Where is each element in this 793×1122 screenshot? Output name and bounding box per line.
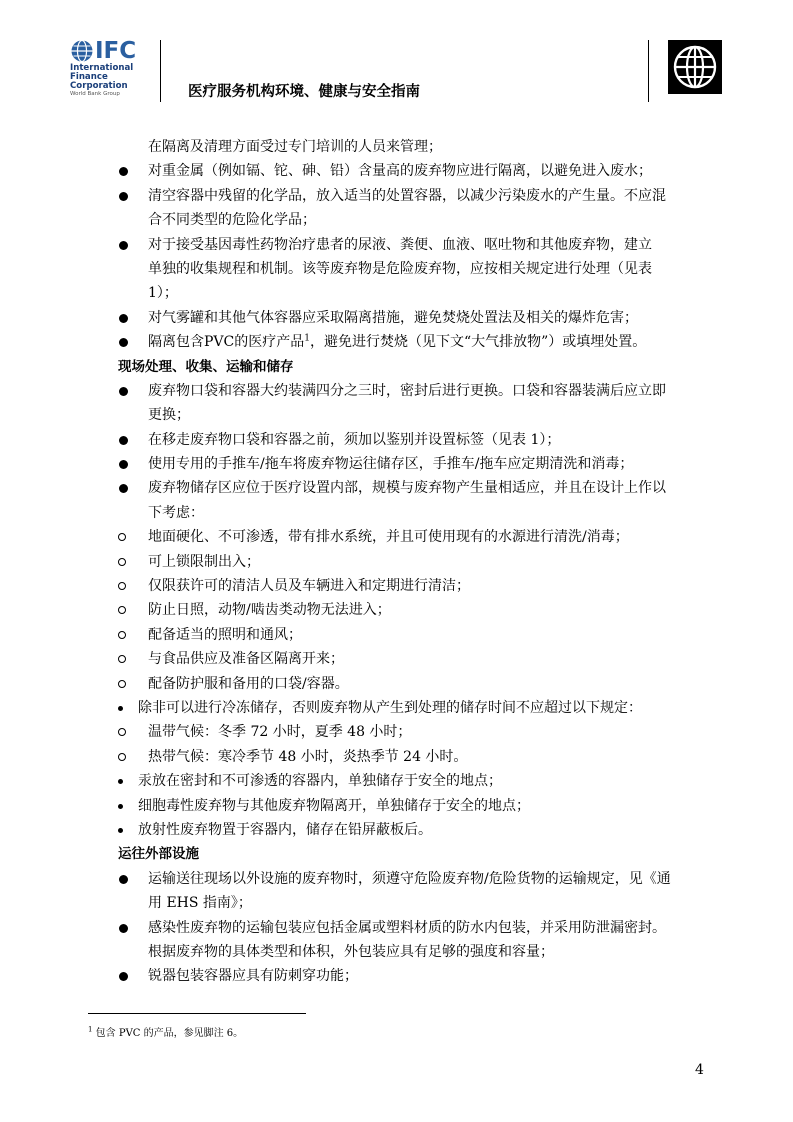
hollow-bullet-icon xyxy=(118,582,126,590)
bullet-icon xyxy=(119,924,128,933)
list-item xyxy=(118,550,710,574)
line-text: 对重金属（例如镉、铊、砷、铅）含量高的废弃物应进行隔离，以避免进入废水； xyxy=(148,163,652,180)
line-text: 下考虑： xyxy=(148,504,204,521)
hollow-bullet-icon xyxy=(118,558,126,566)
ifc-globe-icon xyxy=(70,39,94,63)
bullet-icon xyxy=(119,875,128,884)
line-text: 使用专用的手推车/拖车将废弃物运往储存区，手推车/拖车应定期清洗和消毒； xyxy=(148,456,634,473)
section-heading xyxy=(118,842,710,866)
list-item-continuation xyxy=(118,281,710,305)
header-divider-right xyxy=(648,40,649,102)
body-content xyxy=(118,135,710,989)
line-text: 用 EHS 指南》； xyxy=(148,895,252,912)
list-item xyxy=(118,720,710,744)
ifc-logo xyxy=(70,38,150,100)
list-item xyxy=(118,428,710,452)
ifc-subtitle: World Bank Group xyxy=(70,91,120,97)
line-text: 锐器包装容器应具有防刺穿功能； xyxy=(148,968,358,985)
line-text: 更换； xyxy=(148,407,190,424)
bullet-icon xyxy=(119,314,128,323)
line-text: 在移走废弃物口袋和容器之前，须加以鉴别并设置标签（见表 1）； xyxy=(148,431,561,448)
hollow-bullet-icon xyxy=(118,680,126,688)
bullet-icon xyxy=(119,460,128,469)
line-text: 汞放在密封和不可渗透的容器内，单独储存于安全的地点； xyxy=(138,773,502,790)
footnote-number: 1 xyxy=(88,1025,93,1034)
line-text: 对气雾罐和其他气体容器应采取隔离措施，避免焚烧处置法及相关的爆炸危害； xyxy=(148,309,638,326)
section-heading xyxy=(118,355,710,379)
line-text: 运往外部设施 xyxy=(118,846,199,863)
line-text: 地面硬化、不可渗透，带有排水系统，并且可使用现有的水源进行清洗/消毒； xyxy=(148,529,629,546)
list-item xyxy=(118,696,710,720)
line-text: 隔离包含PVC的医疗产品 xyxy=(148,334,305,351)
list-item xyxy=(118,769,710,793)
line-text: 废弃物储存区应位于医疗设置内部，规模与废弃物产生量相适应，并且在设计上作以 xyxy=(148,480,666,497)
bullet-icon xyxy=(118,828,123,833)
list-item xyxy=(118,794,710,818)
bullet-icon xyxy=(118,706,123,711)
list-item xyxy=(118,818,710,842)
hollow-bullet-icon xyxy=(118,533,126,541)
bullet-icon xyxy=(119,192,128,201)
footnote xyxy=(88,1024,243,1039)
footnote-ref: 1 xyxy=(304,333,310,344)
line-text: 1）； xyxy=(148,285,178,302)
line-text: 防止日照，动物/啮齿类动物无法进入； xyxy=(148,602,391,619)
list-item xyxy=(118,672,710,696)
line-text: 对于接受基因毒性药物治疗患者的尿液、粪便、血液、呕吐物和其他废弃物，建立 xyxy=(148,236,652,253)
list-item xyxy=(118,598,710,622)
bullet-icon xyxy=(119,436,128,445)
line-text: 清空容器中残留的化学品，放入适当的处置容器，以减少污染废水的产生量。不应混 xyxy=(148,187,666,204)
line-text: 运输送往现场以外设施的废弃物时，须遵守危险废弃物/危险货物的运输规定，见《通 xyxy=(148,870,671,887)
bullet-icon xyxy=(118,804,123,809)
line-text: 感染性废弃物的运输包装应包括金属或塑料材质的防水内包装，并采用防泄漏密封。 xyxy=(148,919,666,936)
ifc-name-line: Finance xyxy=(70,72,108,82)
line-text: 除非可以进行冷冻储存，否则废弃物从产生到处理的储存时间不应超过以下规定： xyxy=(138,699,642,716)
page-title: 医疗服务机构环境、健康与安全指南 xyxy=(188,84,420,100)
ifc-name-line: Corporation xyxy=(70,81,128,91)
line-text: 放射性废弃物置于容器内，储存在铅屏蔽板后。 xyxy=(138,821,432,838)
list-item xyxy=(118,745,710,769)
page-number: 4 xyxy=(695,1062,704,1078)
line-text: 根据废弃物的具体类型和体积，外包装应具有足够的强度和容量； xyxy=(148,943,554,960)
bullet-icon xyxy=(119,241,128,250)
ifc-letters: IFC xyxy=(95,38,137,64)
list-item xyxy=(118,330,710,354)
list-item xyxy=(118,306,710,330)
line-text: 温带气候：冬季 72 小时，夏季 48 小时； xyxy=(148,724,412,741)
line-text: 与食品供应及准备区隔离开来； xyxy=(148,651,344,668)
list-item-continuation xyxy=(118,208,710,232)
header-divider-left xyxy=(160,40,161,102)
line-text: 配备防护服和备用的口袋/容器。 xyxy=(148,675,349,692)
line-text: ，避免进行焚烧（见下文“大气排放物”）或填埋处置。 xyxy=(309,334,647,351)
bullet-icon xyxy=(119,484,128,493)
line-text: 废弃物口袋和容器大约装满四分之三时，密封后进行更换。口袋和容器装满后应立即 xyxy=(148,382,666,399)
hollow-bullet-icon xyxy=(118,631,126,639)
list-item-continuation xyxy=(118,940,710,964)
list-item xyxy=(118,379,710,403)
hollow-bullet-icon xyxy=(118,728,126,736)
list-item-continuation xyxy=(118,135,710,159)
list-item xyxy=(118,623,710,647)
list-item xyxy=(118,525,710,549)
line-text: 现场处理、收集、运输和储存 xyxy=(118,358,294,375)
list-item xyxy=(118,574,710,598)
world-bank-globe-icon xyxy=(668,40,722,94)
list-item xyxy=(118,159,710,183)
list-item xyxy=(118,916,710,940)
list-item xyxy=(118,964,710,988)
ifc-name-line: International xyxy=(70,63,134,73)
list-item xyxy=(118,233,710,257)
line-text: 单独的收集规程和机制。该等废弃物是危险废弃物，应按相关规定进行处理（见表 xyxy=(148,260,652,277)
list-item-continuation xyxy=(118,891,710,915)
line-text: 细胞毒性废弃物与其他废弃物隔离开，单独储存于安全的地点； xyxy=(138,797,530,814)
footnote-text: 包含 PVC 的产品，参见脚注 6。 xyxy=(95,1028,244,1039)
bullet-icon xyxy=(118,779,123,784)
bullet-icon xyxy=(119,972,128,981)
line-text: 热带气候：寒冷季节 48 小时，炎热季节 24 小时。 xyxy=(148,748,468,765)
line-text: 在隔离及清理方面受过专门培训的人员来管理； xyxy=(148,139,442,155)
line-text: 仅限获许可的清洁人员及车辆进入和定期进行清洁； xyxy=(148,578,470,595)
footnote-rule xyxy=(88,1013,306,1014)
bullet-icon xyxy=(119,167,128,176)
list-item-continuation xyxy=(118,501,710,525)
bullet-icon xyxy=(119,338,128,347)
line-text: 配备适当的照明和通风； xyxy=(148,626,302,643)
list-item-continuation xyxy=(118,257,710,281)
line-text: 合不同类型的危险化学品； xyxy=(148,212,316,229)
hollow-bullet-icon xyxy=(118,655,126,663)
list-item xyxy=(118,476,710,500)
list-item xyxy=(118,867,710,891)
hollow-bullet-icon xyxy=(118,753,126,761)
list-item xyxy=(118,647,710,671)
list-item xyxy=(118,184,710,208)
list-item xyxy=(118,452,710,476)
hollow-bullet-icon xyxy=(118,606,126,614)
page-header xyxy=(0,0,793,110)
bullet-icon xyxy=(119,387,128,396)
line-text: 可上锁限制出入； xyxy=(148,553,260,570)
list-item-continuation xyxy=(118,403,710,427)
